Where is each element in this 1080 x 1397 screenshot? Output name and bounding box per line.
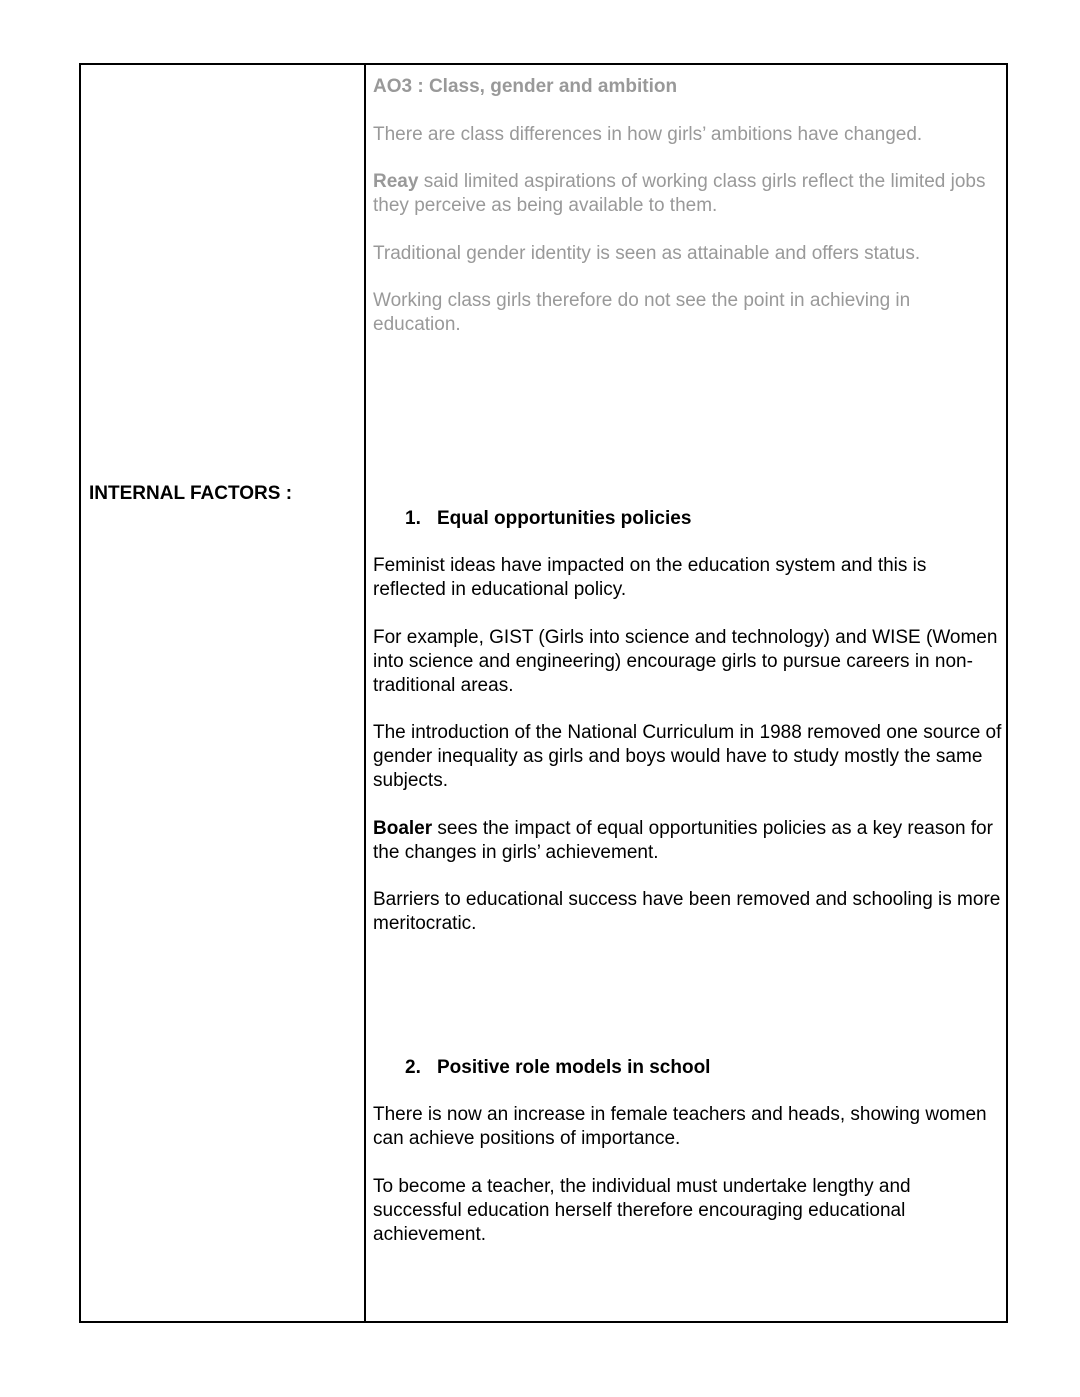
spacer xyxy=(373,361,1003,507)
section-1-paragraph-4 xyxy=(373,817,1003,865)
ao3-paragraph-3: Traditional gender identity is seen as attainable and offers status. xyxy=(373,242,921,264)
ao3-paragraph-2 xyxy=(373,170,1003,218)
section-2-title: Positive role models in school xyxy=(437,1056,711,1078)
ao3-paragraph-4: Working class girls therefore do not see the point in achieving in education. xyxy=(373,290,911,335)
reay-name: Reay xyxy=(373,171,419,192)
section-2-paragraph-1: There is now an increase in female teachers and heads, showing women can achieve positions of importance. xyxy=(373,1104,987,1149)
boaler-text: sees the impact of equal opportunities policies as a key reason for the changes in girls’ achievement. xyxy=(373,817,993,863)
section-1-paragraph-3: The introduction of the National Curriculum in 1988 removed one source of gender inequality as girls and boys would have to study mostly the same subjects. xyxy=(373,722,1002,791)
section-1-paragraph-1: Feminist ideas have impacted on the education system and this is reflected in educational policy. xyxy=(373,555,927,600)
section-2-heading xyxy=(373,1056,1003,1080)
section-2-number: 2. xyxy=(405,1056,421,1078)
section-1-heading xyxy=(373,507,1003,531)
section-1-paragraph-5: Barriers to educational success have been removed and schooling is more meritocratic. xyxy=(373,889,1001,934)
section-1-paragraph-2: For example, GIST (Girls into science and technology) and WISE (Women into science and engineering) encourage girls to pursue careers in non-traditional areas. xyxy=(373,626,998,696)
content-column xyxy=(373,75,1003,1270)
notes-table xyxy=(79,63,1008,1323)
spacer xyxy=(373,960,1003,1056)
section-1-title: Equal opportunities policies xyxy=(437,507,692,529)
internal-factors-label: INTERNAL FACTORS : xyxy=(89,483,293,504)
section-1-number: 1. xyxy=(405,507,421,529)
reay-text: said limited aspirations of working class girls reflect the limited jobs they perceive as being available to them. xyxy=(373,171,986,216)
column-divider xyxy=(364,65,366,1321)
ao3-paragraph-1: There are class differences in how girls’ ambitions have changed. xyxy=(373,123,923,145)
boaler-name: Boaler xyxy=(373,817,433,839)
ao3-heading: AO3 : Class, gender and ambition xyxy=(373,76,678,97)
section-2-paragraph-2: To become a teacher, the individual must undertake lengthy and successful education herself therefore encouraging educational achievement. xyxy=(373,1175,911,1245)
